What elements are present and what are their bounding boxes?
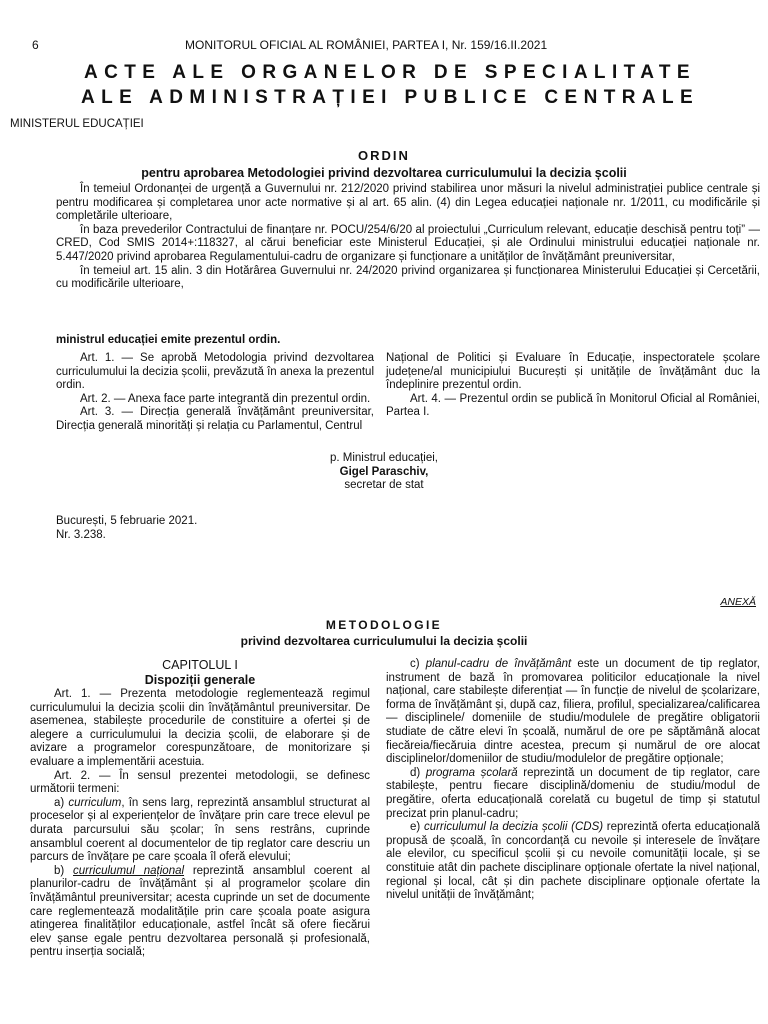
place-date: București, 5 februarie 2021.	[56, 515, 198, 527]
methodology-subtitle: privind dezvoltarea curriculumului la decizia școlii	[240, 634, 528, 648]
chapter-title: Dispoziții generale	[144, 673, 256, 687]
definition-item	[30, 797, 370, 865]
ministry-name: MINISTERUL EDUCAȚIEI	[10, 118, 144, 130]
emite-statement: ministrul educației emite prezentul ordin.	[56, 334, 281, 346]
article: Art. 2. — În sensul prezentei metodologii, se definesc următorii termeni:	[30, 769, 370, 796]
signature-line: p. Ministrul educației,	[329, 452, 439, 464]
article: Art. 3. — Direcția generală învățământ preuniversitar, Direcția generală minorități și relația cu Parlamentul, Centrul	[56, 406, 374, 432]
chapter-heading: CAPITOLUL I	[162, 658, 238, 672]
definition-term: curriculumul național	[73, 864, 185, 877]
definition-prefix: b)	[54, 864, 73, 877]
methodology-title: METODOLOGIE	[325, 618, 443, 632]
definition-text: reprezintă oferta educațională propusă de școală, în concordanță cu nevoile și interesele de învățare ale elevilor, cu specificul școlii și cu nevoile comunității locale, și se constituie atât din pachete disciplinare opționale ofertate la nivel național, regional și local, cât și din pachete disciplinare opționale ofertate la nivelul unității de învățământ;	[386, 821, 761, 902]
articles-left-column	[56, 352, 374, 434]
annex-label: ANEXĂ	[720, 596, 756, 608]
definition-term: planul-cadru de învățământ	[425, 658, 572, 670]
preamble-paragraph: în baza prevederilor Contractului de finanțare nr. POCU/254/6/20 al proiectului „Curriculum relevant, educație deschisă pentru toți” — CRED, Cod SMIS 2014+:118327, al cărui beneficiar este Ministerul Educației, și ale Ordinului ministrului educației naționale nr. 5.447/2020 privind aprobarea Regulamentului-cadru de organizare și funcționare a unităților de învățământ preuniversitar,	[56, 223, 760, 263]
section-title-line1: ACTE ALE ORGANELOR DE SPECIALITATE	[83, 62, 697, 83]
definition-prefix: a)	[54, 796, 69, 809]
section-title-line2: ALE ADMINISTRAȚIEI PUBLICE CENTRALE	[80, 87, 700, 108]
article: Art. 1. — Prezenta metodologie reglementează regimul curriculumului la decizia școlii din învățământul preuniversitar. De asemenea, stabilește procedurile de constituire a ofertei și de alegere a curriculumului la decizia școlii, de elaborare și de avizare a programelor corespunzătoare, de monitorizare și evaluare a implementării acestuia.	[30, 688, 370, 768]
preamble	[56, 183, 760, 292]
definition-text: , în sens larg, reprezintă ansamblul structurat al proceselor și al experiențelor de învățare prin care trece elevul pe durata parcursului său școlar; în sens restrâns, cuprinde ansamblul coerent al documentelor de tip reglator care descriu un parcurs de învățare pe care școala îl oferă elevului;	[30, 796, 371, 864]
signature-block	[0, 452, 768, 493]
definition-item	[386, 821, 760, 903]
definition-item	[386, 658, 760, 767]
definition-item	[30, 865, 370, 960]
definition-term: curriculumul la decizia școlii (CDS)	[423, 821, 604, 834]
preamble-paragraph: În temeiul Ordonanței de urgență a Guvernului nr. 212/2020 privind stabilirea unor măsuri la nivelul administrației publice centrale și pentru modificarea și completarea unor acte normative și al art. 65 alin. (4) din Legea educației naționale nr. 1/2011, cu modificările și completările ulterioare,	[56, 183, 760, 223]
article: Art. 2. — Anexa face parte integrantă din prezentul ordin.	[80, 392, 371, 405]
definition-text: este un document de tip reglator, instrument de bază în promovarea politicilor educaționale la nivel național, care stabilește diferențiat — în funcție de nivelul de școlarizare, forma de învățământ și, după caz, filiera, profilul, specializarea/calificarea — disciplinele/ domeniile de studiu/modulele de pregătire obligatorii studiate de către elevi în școală, numărul de ore pe săptămână alocat fiecăreia/fiecăruia dintre acestea, precum și numărul de ore alocat disciplinelor/domeniilor de studiu/modulelor de pregătire opționale;	[386, 658, 760, 766]
date-place	[56, 515, 197, 542]
signatory-name: Gigel Paraschiv,	[339, 465, 429, 478]
order-number: Nr. 3.238.	[56, 528, 106, 541]
page-number: 6	[32, 38, 39, 52]
gazette-header: MONITORUL OFICIAL AL ROMÂNIEI, PARTEA I, Nr. 159/16.II.2021	[185, 38, 548, 52]
methodology-left-column	[30, 658, 370, 960]
preamble-paragraph: în temeiul art. 15 alin. 3 din Hotărârea Guvernului nr. 24/2020 privind organizarea și funcționarea Ministerului Educației și Cercetării, cu modificările ulterioare,	[56, 264, 760, 291]
definition-prefix: e)	[410, 821, 424, 834]
section-title	[20, 60, 760, 110]
ordin-subtitle: pentru aprobarea Metodologiei privind dezvoltarea curriculumului la decizia școlii	[141, 166, 627, 180]
definition-term: curriculum	[68, 796, 122, 809]
article: Art. 1. — Se aprobă Metodologia privind dezvoltarea curriculumului la decizia școlii, prevăzută în anexa la prezentul ordin.	[56, 352, 374, 392]
methodology-right-column	[386, 658, 760, 903]
definition-item	[386, 767, 760, 821]
article: Național de Politici și Evaluare în Educație, inspectoratele școlare județene/al municipiului București și unitățile de învățământ duc la îndeplinire prezentul ordin.	[386, 352, 760, 392]
definition-prefix: c)	[410, 658, 426, 670]
ordin-title: ORDIN	[358, 148, 410, 163]
definition-text: reprezintă un document de tip reglator, care stabilește, pentru fiecare disciplină/domeniu de studiu/modul de pregătire, oferta educațională corelată cu bugetul de timp și statutul precizat prin planul-cadru;	[386, 766, 761, 820]
definition-text: reprezintă ansamblul coerent al planurilor-cadru de învățământ și al programelor școlare din învățământul preuniversitar; acesta cuprinde un set de documente care reglementează modalitățile prin care școala poate asigura atingerea finalităților educaționale, astfel încât să ofere fiecărui elev șanse egale pentru dezvoltarea personală și profesională, pentru inserția socială;	[30, 864, 370, 959]
signatory-role: secretar de stat	[344, 479, 424, 492]
definition-prefix: d)	[410, 766, 426, 779]
articles-right-column	[386, 352, 760, 420]
definition-term: programa școlară	[425, 766, 518, 779]
article: Art. 4. — Prezentul ordin se publică în Monitorul Oficial al României, Partea I.	[386, 392, 760, 419]
